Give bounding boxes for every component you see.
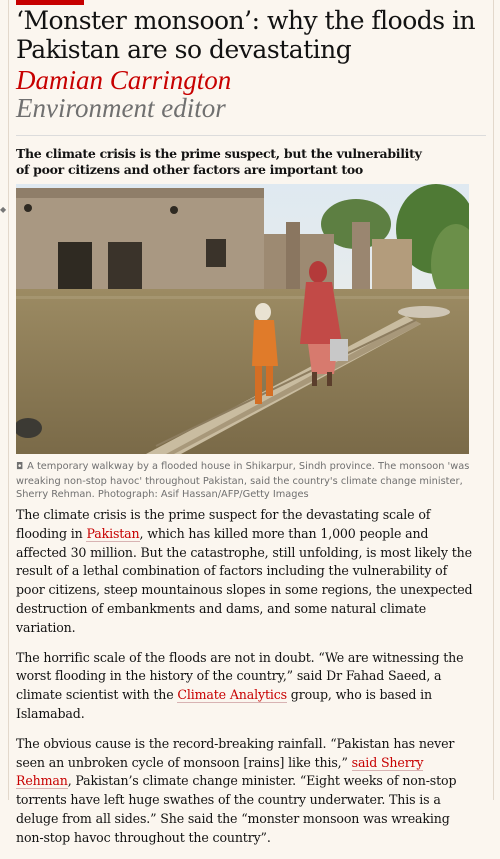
- paragraph-2: [16, 649, 476, 724]
- paragraph-2-text-a: The horrific scale of the floods are not in doubt. “We are witnessing the worst flooding in the history of the country,” said Dr Fahad Saeed, a climate scientist with the: [16, 649, 464, 703]
- article-header: [16, 6, 490, 178]
- photo-caption: [16, 460, 471, 502]
- paragraph-1: [16, 506, 476, 638]
- byline-role: Environment editor: [16, 93, 226, 123]
- paragraph-3-text-b: , Pakistan’s climate change minister. “Eight weeks of non-stop torrents have left huge swathes of the country underwater. This is a deluge from all sides.” She said the “monster monsoon was wreaking non-stop havoc throughout the country”.: [16, 773, 457, 845]
- pakistan-link[interactable]: Pakistan: [86, 525, 140, 541]
- sherry-rehman-link[interactable]: said Sherry Rehman: [16, 754, 424, 789]
- caption-text: A temporary walkway by a flooded house in Shikarpur, Sindh province. The monsoon 'was wreaking non-stop havoc' throughout Pakistan, said the country's climate change minister, Sherry Rehman. Photograph: Asif Hassan/AFP/Getty Images: [16, 461, 470, 500]
- paragraph-1-text-a: The climate crisis is the prime suspect for the devastating scale of flooding in: [16, 507, 431, 541]
- article-photo: [16, 184, 469, 454]
- article-body: [16, 506, 476, 859]
- flood-photo-illustration: [16, 184, 469, 454]
- standfirst: The climate crisis is the prime suspect, but the vulnerability of poor citizens and other factors are important too: [16, 146, 422, 177]
- side-bullet-icon: ◆: [0, 205, 7, 214]
- camera-icon: ◘: [16, 462, 24, 472]
- divider: [16, 135, 486, 136]
- climate-analytics-link[interactable]: Climate Analytics: [177, 687, 287, 703]
- page-edge-right: [493, 0, 494, 800]
- headline: ‘Monster monsoon’: why the floods in Pakistan are so devastating: [16, 6, 476, 64]
- page-edge-left: [8, 0, 9, 800]
- paragraph-3-text-a: The obvious cause is the record-breaking rainfall. “Pakistan has never seen an unbroken cycle of monsoon [rains] like this,”: [16, 735, 455, 770]
- paragraph-3: [16, 735, 476, 848]
- paragraph-2-text-b: group, who is based in Islamabad.: [16, 687, 433, 721]
- kicker-bar: [16, 0, 84, 5]
- byline-author[interactable]: Damian Carrington: [16, 65, 232, 95]
- paragraph-1-text-b: , which has killed more than 1,000 people and affected 30 million. But the catastrophe, still unfolding, is most likely the result of a lethal combination of factors including the vulnerability of poor citizens, steep mountainous slopes in some regions, the unexpected destruction of embankments and dams, and some natural climate variation.: [16, 525, 473, 635]
